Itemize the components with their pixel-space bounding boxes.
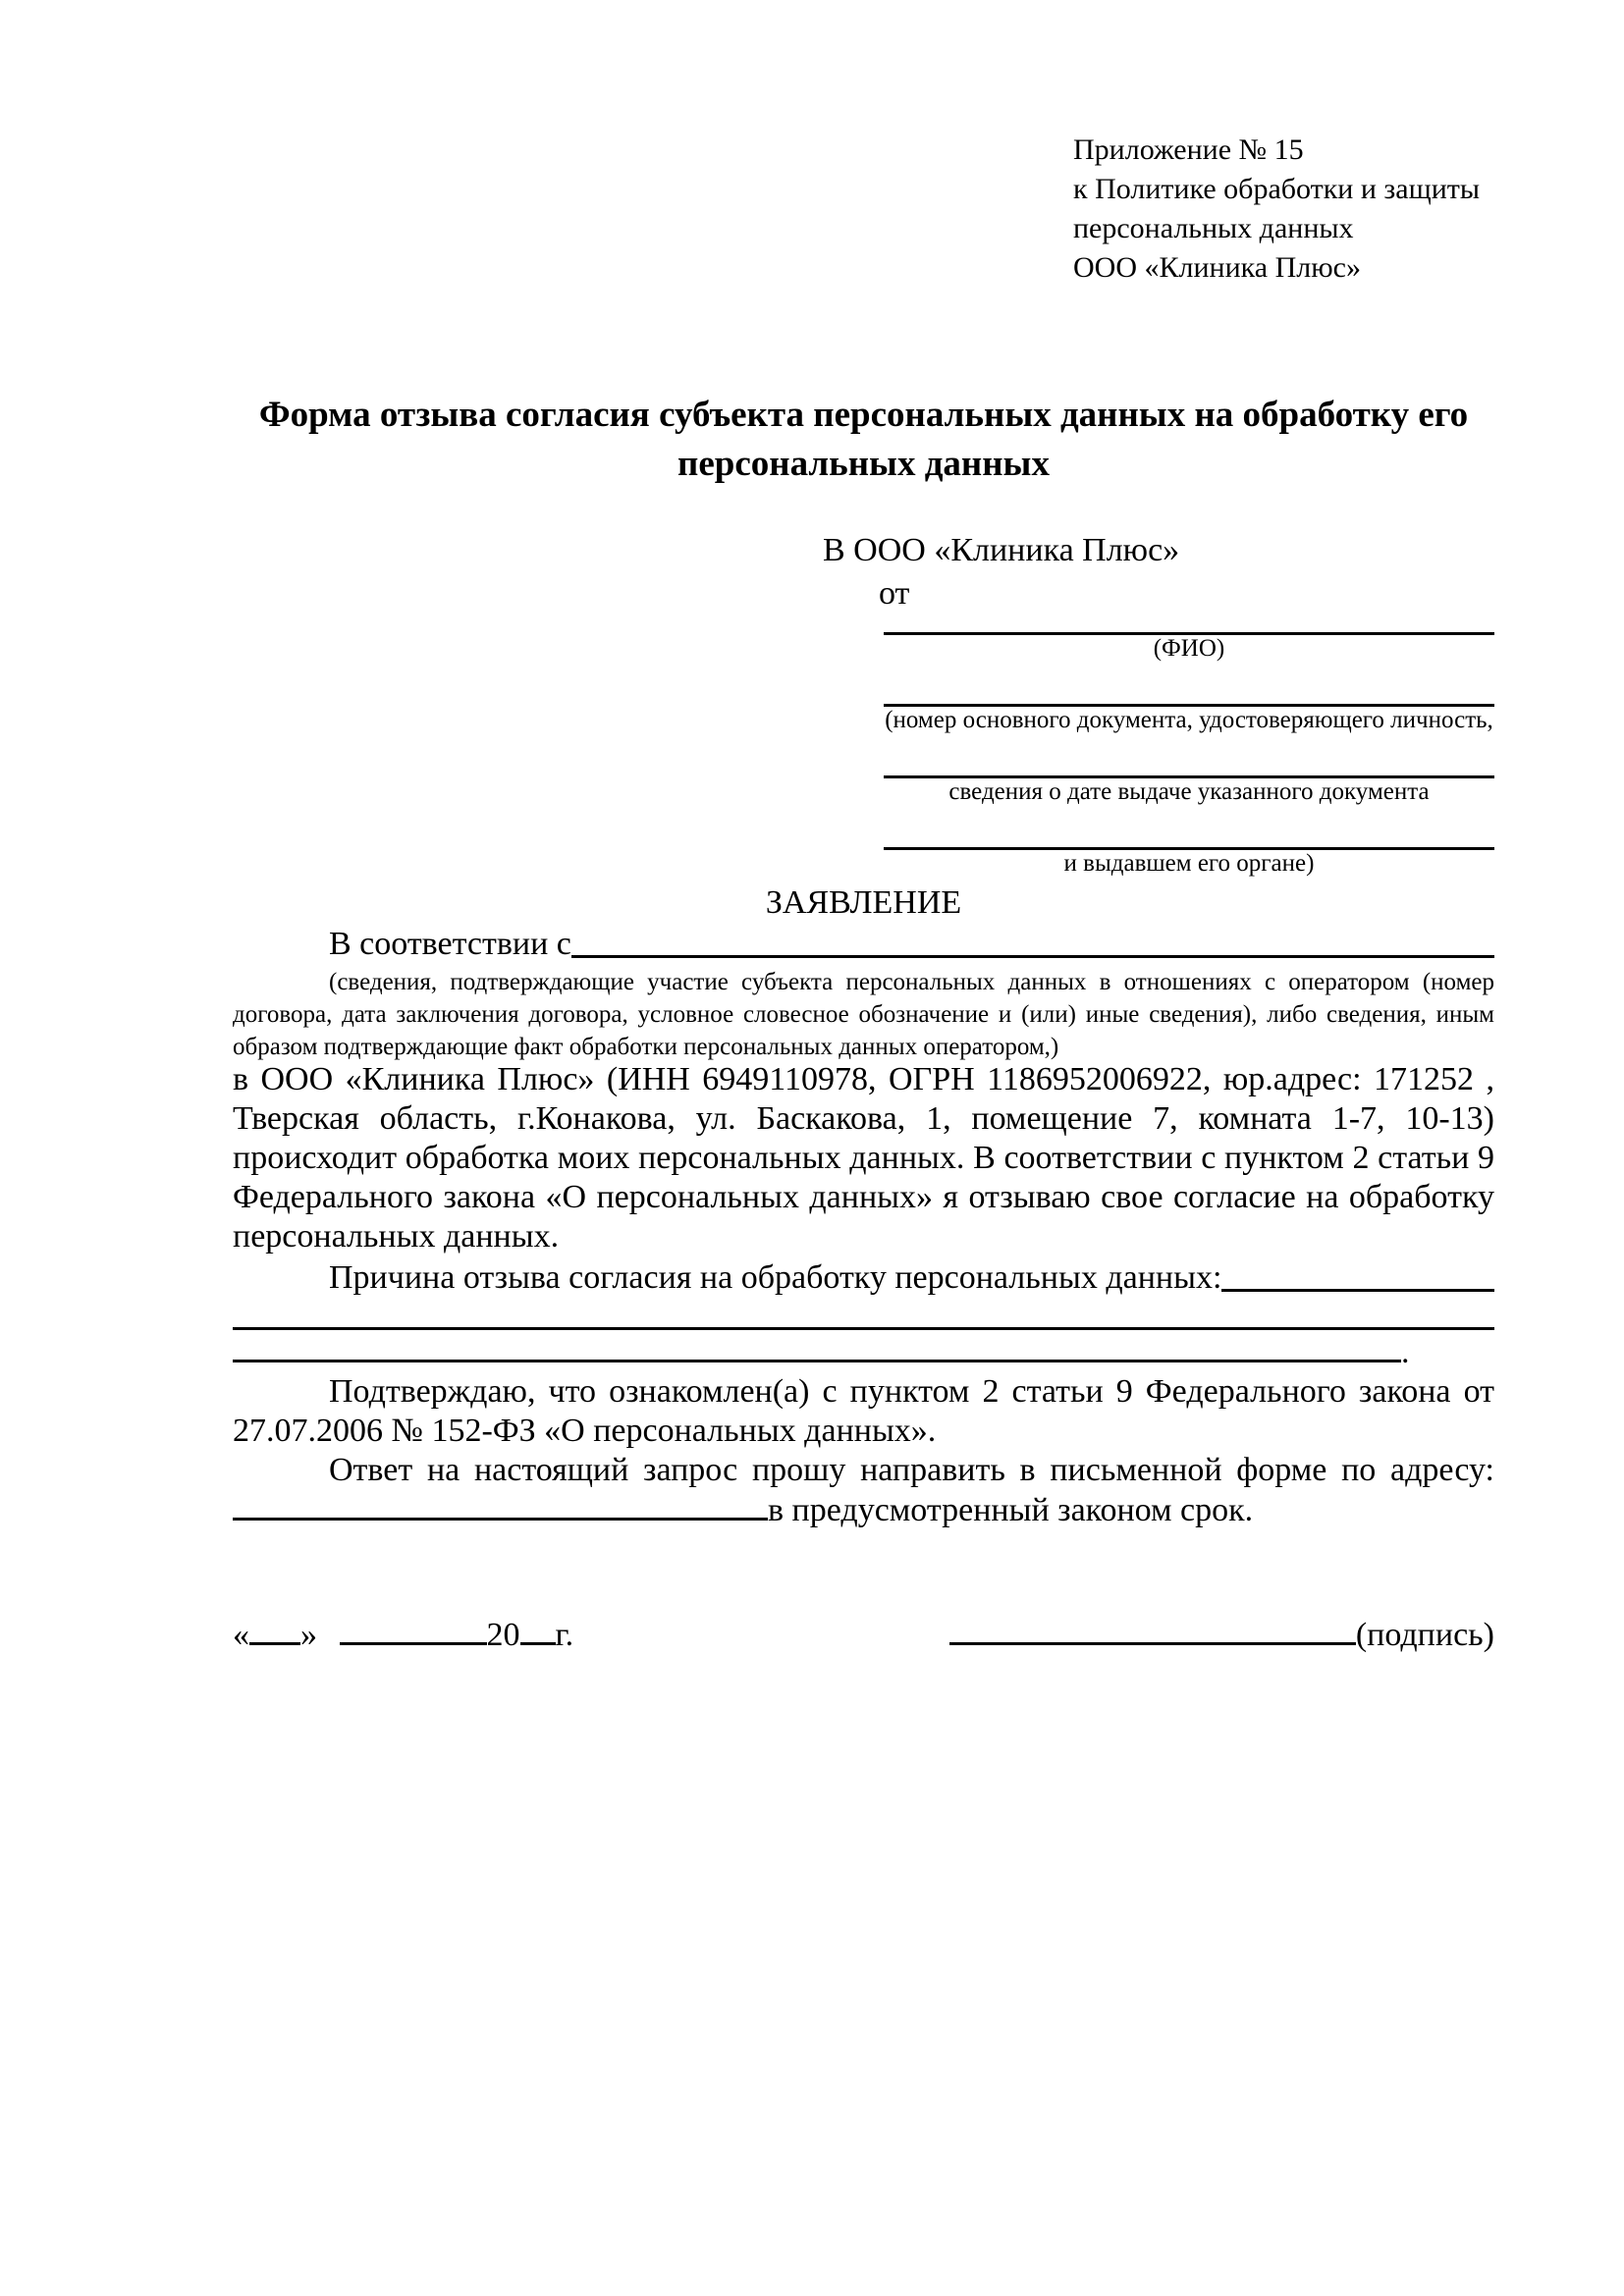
date-quote-open: « [233,1617,249,1653]
reason-blank-line-2 [233,1298,1494,1330]
intro-label: В соответствии с [329,926,571,962]
document-number-caption: (номер основного документа, удостоверяющего личность, [885,707,1493,733]
explanatory-note: (сведения, подтверждающие участие субъекта персональных данных в отношениях с оператором (номер договора, дата заключения договора, условное словесное обозначение и (или) иные сведения), либо сведения, иным образом подтверждающие факт обработки персональных данных оператором,) [233,969,1494,1060]
date-group [233,1615,573,1656]
field-document-number [884,663,1494,734]
appendix-line: к Политике обработки и защиты [1073,173,1481,205]
document-title: Форма отзыва согласия субъекта персональных данных на обработку его персональных данных [258,395,1469,484]
appendix-line: ООО «Клиника Плюс» [1073,251,1361,284]
appendix-line: Приложение № 15 [1073,133,1304,166]
reply-suffix: в предусмотренный законом срок. [768,1492,1254,1528]
appendix-block [1073,131,1480,288]
reason-blank-underline [233,1332,1401,1362]
signature-group [949,1615,1494,1656]
date-day-blank [249,1615,300,1645]
reason-blank-line [1221,1258,1494,1292]
confirmation-paragraph: Подтверждаю, что ознакомлен(а) с пунктом 2 статьи 9 Федерального закона от 27.07.2006 № 152-ФЗ «О персональных данных». [233,1373,1494,1449]
issuing-authority-caption: и выдавшем его органе) [1063,850,1315,877]
signature-blank-line [949,1615,1356,1645]
signature-caption: (подпись) [1355,1617,1494,1653]
addressee-from-label: от [879,575,910,612]
reason-line-period: . [1401,1334,1410,1370]
addressee-fields [884,601,1494,878]
statement-heading: ЗАЯВЛЕНИЕ [765,884,962,921]
date-month-blank [340,1615,487,1645]
intro-blank-line [571,925,1494,958]
date-year-blank [520,1615,556,1645]
reply-address-line [233,1490,1494,1530]
intro-line [233,925,1494,964]
field-issue-date [884,734,1494,806]
fio-blank-line [884,601,1494,635]
appendix-line: персональных данных [1073,212,1354,244]
reason-blank-line-3 [233,1332,1494,1369]
reply-address-blank-line [233,1490,768,1521]
document-number-blank-line [884,663,1494,707]
addressee-to: В ООО «Клиника Плюс» [823,532,1180,568]
field-issuing-authority [884,806,1494,878]
issue-date-blank-line [884,734,1494,778]
statement-body: в ООО «Клиника Плюс» (ИНН 6949110978, ОГРН 1186952006922, юр.адрес: 171252 , Тверская область, г.Конакова, ул. Баскакова, 1, помещение 7, комната 1-7, 10-13) происходит обработка моих персональных данных. В соответствии с пунктом 2 статьи 9 Федерального закона «О персональных данных» я отзываю свое согласие на обработку персональных данных. [233,1061,1494,1255]
reason-line [233,1258,1494,1298]
fio-caption: (ФИО) [1153,635,1225,662]
field-fio [884,601,1494,663]
reason-label: Причина отзыва согласия на обработку персональных данных: [329,1259,1222,1296]
date-signature-row [233,1615,1494,1656]
date-year-suffix: г. [555,1617,574,1653]
issue-date-caption: сведения о дате выдаче указанного документа [948,778,1430,805]
date-year-prefix: 20 [486,1617,520,1653]
reply-request-line: Ответ на настоящий запрос прошу направить в письменной форме по адресу: [329,1452,1494,1488]
issuing-authority-blank-line [884,806,1494,850]
date-quote-close: » [300,1617,317,1653]
